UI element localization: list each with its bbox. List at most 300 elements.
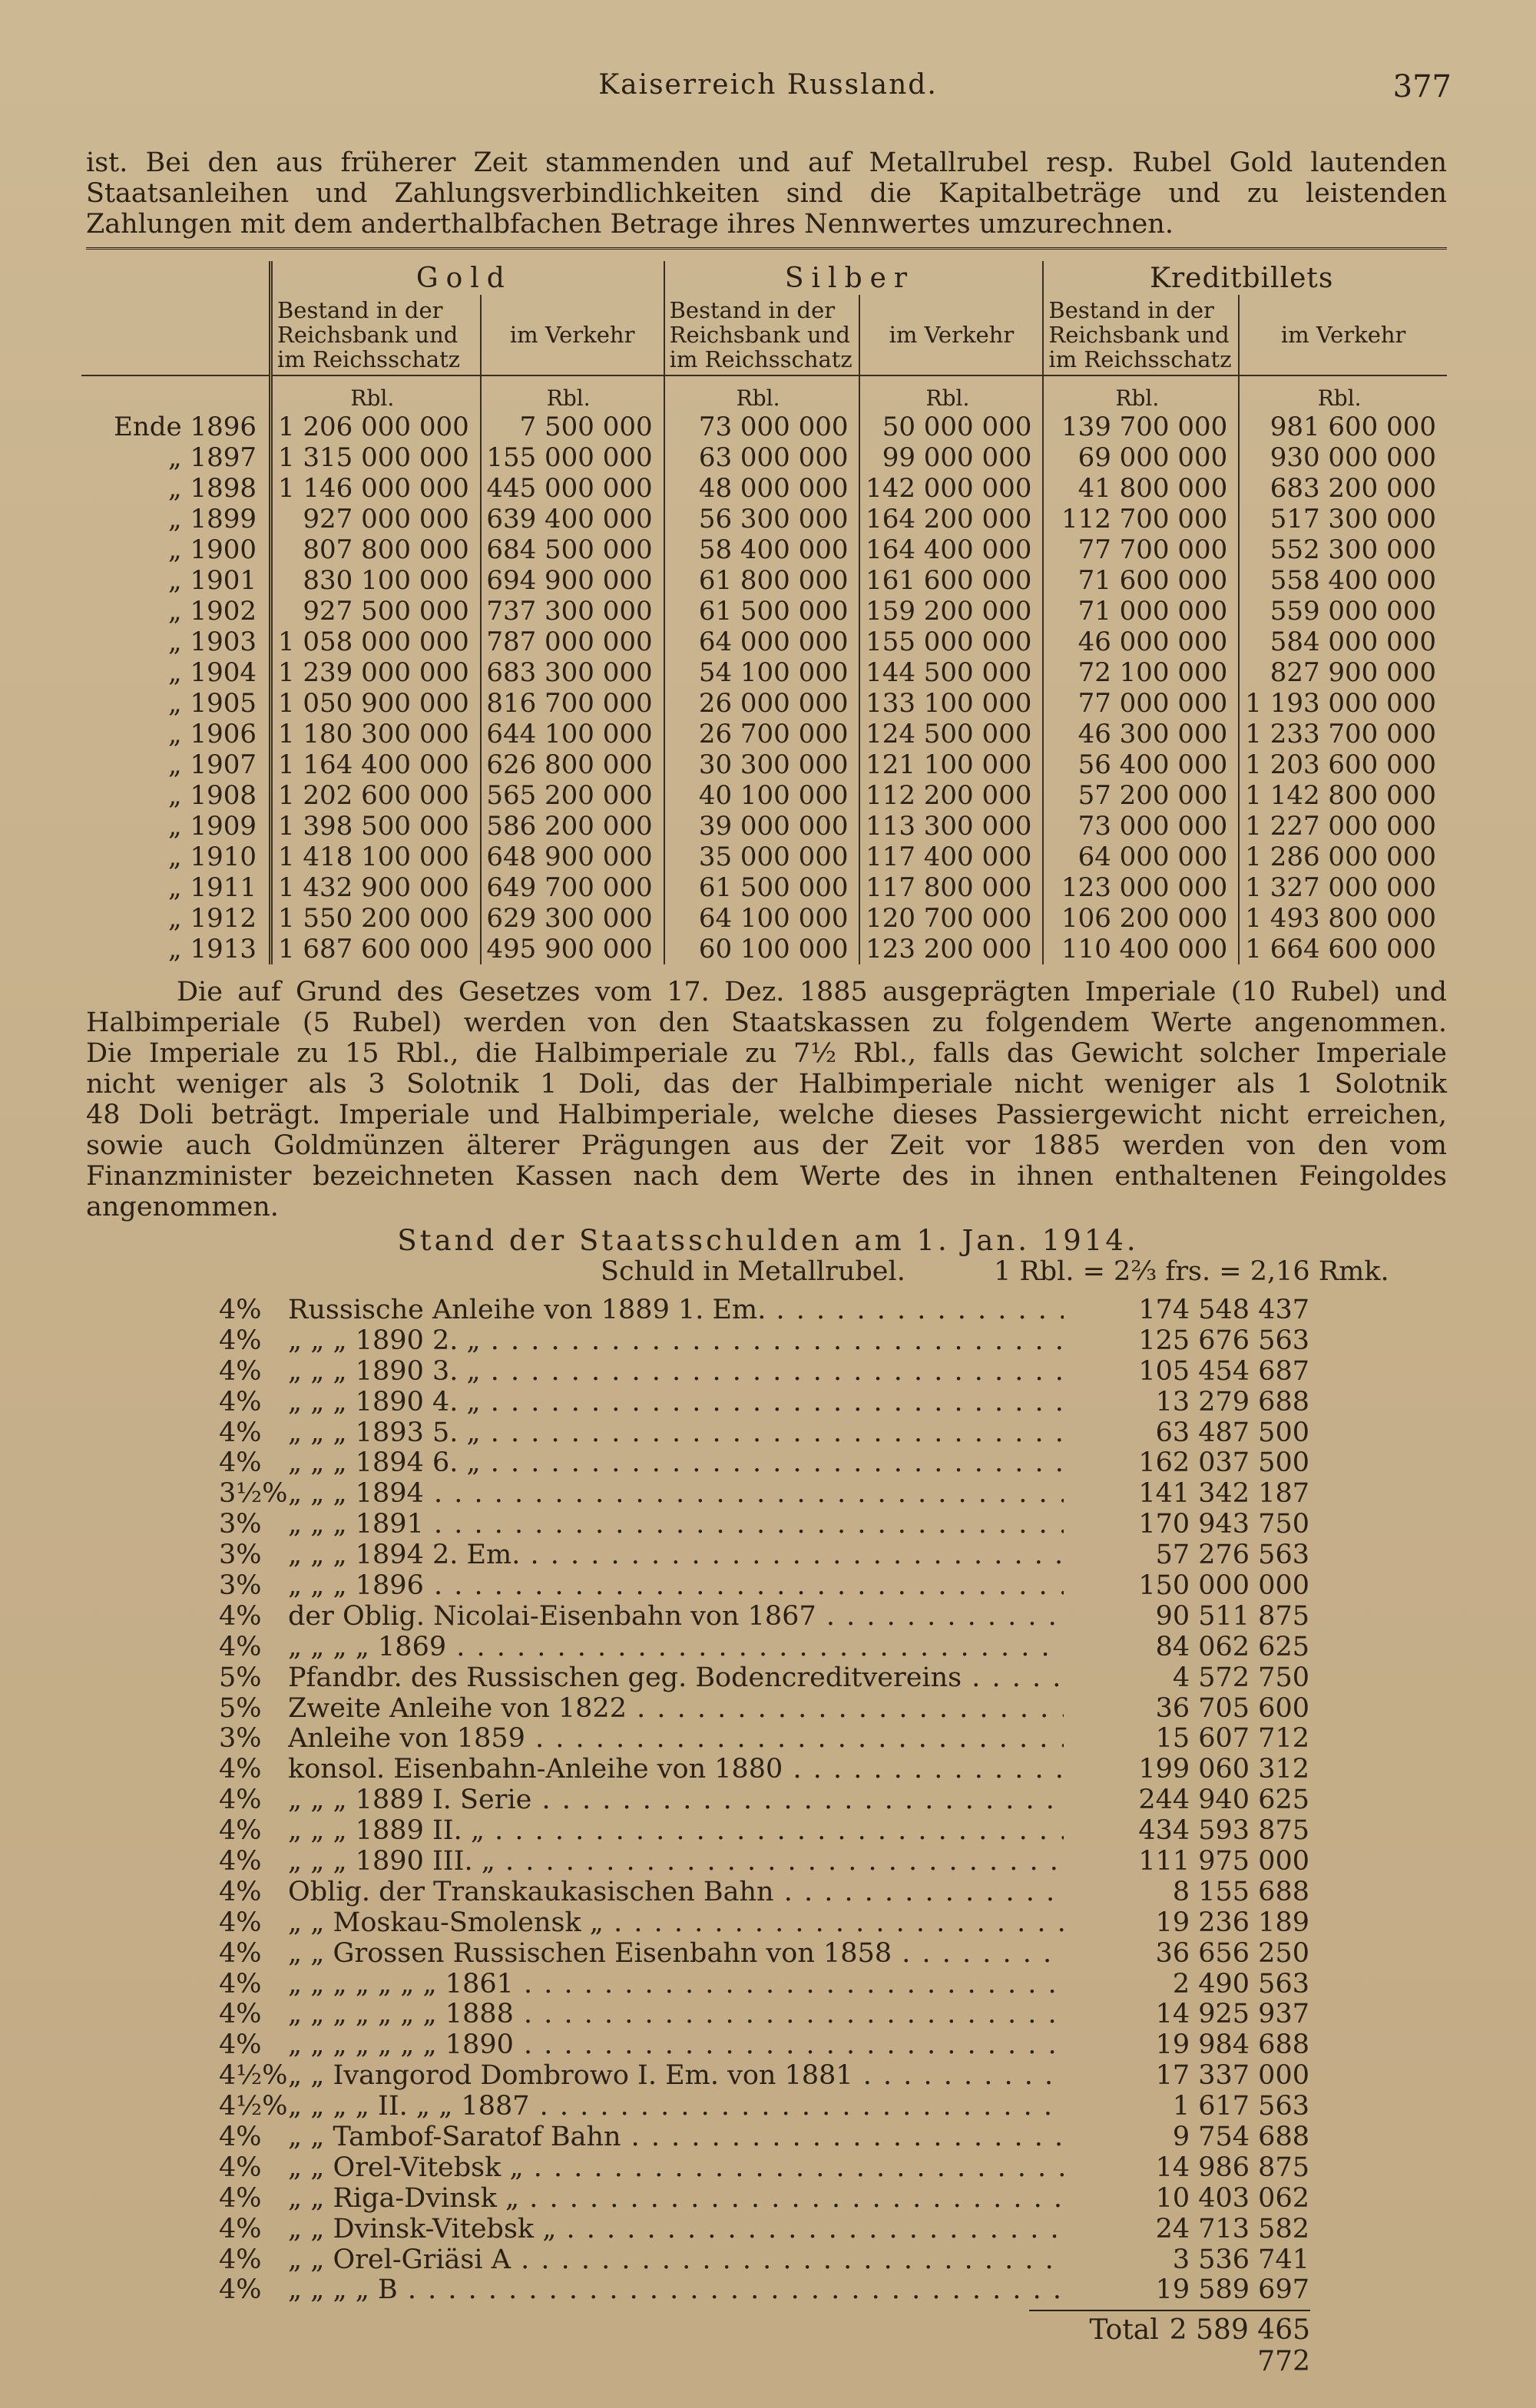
debt-rate: 4%: [219, 1386, 262, 1417]
amount-cell: 1 050 900 000: [271, 688, 481, 719]
debt-row: [219, 2183, 1309, 2214]
debt-rate: 4%: [219, 1845, 262, 1877]
table-row: [81, 780, 1447, 811]
amount-cell: 142 000 000: [859, 473, 1043, 504]
debt-amount: 174 548 437: [1138, 1294, 1309, 1325]
debt-rate: 3%: [219, 1723, 262, 1755]
subheader-line: Bestand in der: [277, 297, 443, 323]
subheader-circulation: im Verkehr: [1239, 295, 1447, 375]
amount-cell: 1 315 000 000: [271, 442, 481, 473]
group-header-gold: Gold: [271, 261, 664, 295]
amount-cell: 159 200 000: [859, 596, 1043, 627]
amount-cell: 73 000 000: [1043, 811, 1239, 842]
debt-row: [219, 2091, 1309, 2122]
amount-cell: 99 000 000: [859, 442, 1043, 473]
amount-cell: 629 300 000: [481, 903, 664, 934]
debt-rate: 3%: [219, 1570, 262, 1601]
amount-cell: 110 400 000: [1043, 934, 1239, 964]
debt-amount: 17 337 000: [1155, 2060, 1309, 2092]
debt-name: „ „ „ 1889 II. „ . . .: [288, 1815, 1064, 1846]
amount-cell: 121 100 000: [859, 749, 1043, 780]
year-cell: „ 1897: [168, 442, 257, 473]
amount-cell: 626 800 000: [481, 749, 664, 780]
text-line: nicht weniger als 3 Solotnik 1 Doli, das der Halbimperiale nicht weniger als 1 Solotnik: [86, 1069, 1447, 1100]
debt-rate: 4%: [219, 2274, 262, 2306]
table-row: [81, 749, 1447, 780]
debt-rate: 4%: [219, 1447, 262, 1479]
unit-label: Rbl.: [664, 375, 860, 412]
debt-name: Anleihe von 1859 . . .: [288, 1723, 1064, 1754]
year-cell: „ 1909: [168, 811, 257, 842]
subheader-line: Bestand in der: [669, 297, 836, 323]
amount-cell: 927 500 000: [271, 596, 481, 627]
debt-rate: 4%: [219, 1907, 262, 1938]
amount-cell: 57 200 000: [1043, 780, 1239, 811]
debt-amount: 125 676 563: [1138, 1325, 1309, 1356]
amount-cell: 517 300 000: [1239, 504, 1447, 534]
year-cell: „ 1904: [168, 657, 257, 688]
text-line: ist. Bei den aus früherer Zeit stammenden und auf Metallrubel resp. Rubel Gold lautenden: [86, 147, 1447, 178]
debt-rate: 4%: [219, 1937, 262, 1969]
debt-rate: 4%: [219, 1968, 262, 2000]
amount-cell: 930 000 000: [1239, 442, 1447, 473]
year-cell: „ 1910: [168, 842, 257, 872]
subheader-circulation: im Verkehr: [859, 295, 1043, 375]
debt-name: „ „ „ „ II. „ „ 1887 . . .: [288, 2091, 1064, 2122]
debt-row: [219, 2244, 1309, 2275]
debt-row: [219, 1325, 1309, 1356]
text-line: Die auf Grund des Gesetzes vom 17. Dez. 1885 ausgeprägten Imperiale (10 Rubel) und: [177, 977, 1447, 1007]
amount-cell: 56 400 000: [1043, 749, 1239, 780]
total-amount: 2 589 465 772: [1169, 2314, 1310, 2377]
debt-rate: 4%: [219, 1600, 262, 1632]
debt-name: „ „ „ „ B . . .: [288, 2274, 1064, 2305]
amount-cell: 1 664 600 000: [1239, 934, 1447, 964]
debt-amount: 8 155 688: [1172, 1876, 1309, 1907]
amount-cell: 63 000 000: [664, 442, 860, 473]
amount-cell: 64 000 000: [1043, 842, 1239, 872]
amount-cell: 73 000 000: [664, 412, 860, 442]
amount-cell: 584 000 000: [1239, 627, 1447, 657]
currency-table: [81, 261, 1447, 964]
debt-amount: 150 000 000: [1138, 1570, 1309, 1601]
debt-row: [219, 1417, 1309, 1448]
debt-name: „ „ „ 1896 . . .: [288, 1570, 1064, 1601]
subheader-reserve: [271, 295, 481, 375]
debt-row: [219, 1907, 1309, 1938]
table-row: [81, 504, 1447, 534]
amount-cell: 927 000 000: [271, 504, 481, 534]
debt-amount: 105 454 687: [1138, 1355, 1309, 1387]
intro-paragraph: [86, 147, 1447, 240]
debt-amount: 19 984 688: [1155, 2029, 1309, 2061]
debt-row: [219, 1999, 1309, 2029]
debt-amount: 13 279 688: [1155, 1386, 1309, 1417]
amount-cell: 1 398 500 000: [271, 811, 481, 842]
debt-name: „ „ „ „ 1869 . . .: [288, 1632, 1064, 1662]
debt-name: „ „ „ 1890 3. „ . . .: [288, 1356, 1064, 1387]
amount-cell: 816 700 000: [481, 688, 664, 719]
amount-cell: 46 300 000: [1043, 719, 1239, 749]
amount-cell: 26 700 000: [664, 719, 860, 749]
debt-amount: 4 572 750: [1172, 1662, 1309, 1693]
debt-rate: 4%: [219, 1631, 262, 1662]
year-cell: „ 1901: [168, 565, 257, 596]
debt-rate: 5%: [219, 1662, 262, 1693]
subheader-line: im Reichsschatz: [669, 346, 852, 372]
debt-rate: 4%: [219, 1294, 262, 1325]
debt-name: Pfandbr. des Russischen geg. Bodencreditvereins . . .: [288, 1662, 1064, 1693]
amount-cell: 106 200 000: [1043, 903, 1239, 934]
debt-name: „ „ Dvinsk-Vitebsk „ . . .: [288, 2214, 1064, 2244]
table-row: [81, 534, 1447, 565]
amount-cell: 1 239 000 000: [271, 657, 481, 688]
amount-cell: 1 327 000 000: [1239, 872, 1447, 903]
debt-name: „ „ „ 1890 4. „ . . .: [288, 1387, 1064, 1417]
amount-cell: 50 000 000: [859, 412, 1043, 442]
year-cell: „ 1898: [168, 473, 257, 504]
amount-cell: 1 233 700 000: [1239, 719, 1447, 749]
debt-amount: 14 925 937: [1155, 1999, 1309, 2030]
table-row: [81, 934, 1447, 964]
amount-cell: 1 206 000 000: [271, 412, 481, 442]
amount-cell: 1 203 600 000: [1239, 749, 1447, 780]
debt-name: „ „ „ „ „ „ „ 1861 . . .: [288, 1969, 1064, 2000]
amount-cell: 39 000 000: [664, 811, 860, 842]
debt-rate: 4%: [219, 2029, 262, 2061]
debt-row: [219, 1815, 1309, 1846]
amount-cell: 648 900 000: [481, 842, 664, 872]
amount-cell: 41 800 000: [1043, 473, 1239, 504]
debt-row: [219, 1969, 1309, 2000]
debt-rate: 4%: [219, 1355, 262, 1387]
debt-amount: 111 975 000: [1138, 1845, 1309, 1877]
amount-cell: 30 300 000: [664, 749, 860, 780]
amount-cell: 807 800 000: [271, 534, 481, 565]
amount-cell: 161 600 000: [859, 565, 1043, 596]
year-cell: „ 1900: [168, 534, 257, 565]
amount-cell: 123 200 000: [859, 934, 1043, 964]
amount-cell: 1 058 000 000: [271, 627, 481, 657]
debt-rate: 4%: [219, 1754, 262, 1785]
amount-cell: 58 400 000: [664, 534, 860, 565]
debt-rate: 4½%: [219, 2060, 288, 2092]
amount-cell: 1 432 900 000: [271, 872, 481, 903]
debt-name: „ „ Orel-Griäsi A . . .: [288, 2244, 1064, 2275]
subheader-reserve: [664, 295, 860, 375]
debt-amount: 9 754 688: [1172, 2122, 1309, 2152]
amount-cell: 1 286 000 000: [1239, 842, 1447, 872]
amount-cell: 117 800 000: [859, 872, 1043, 903]
debt-name: „ „ „ 1890 III. „ . . .: [288, 1846, 1064, 1877]
year-cell: „ 1913: [168, 934, 257, 964]
debt-rate: 4%: [219, 2244, 262, 2275]
debt-row: [219, 1632, 1309, 1662]
amount-cell: 40 100 000: [664, 780, 860, 811]
amount-cell: 495 900 000: [481, 934, 664, 964]
debt-rate: 4%: [219, 2213, 262, 2244]
amount-cell: 112 200 000: [859, 780, 1043, 811]
amount-cell: 558 400 000: [1239, 565, 1447, 596]
debt-amount: 84 062 625: [1155, 1631, 1309, 1662]
amount-cell: 1 142 800 000: [1239, 780, 1447, 811]
amount-cell: 684 500 000: [481, 534, 664, 565]
amount-cell: 26 000 000: [664, 688, 860, 719]
amount-cell: 737 300 000: [481, 596, 664, 627]
debt-row: [219, 2214, 1309, 2244]
text-line: Staatsanleihen und Zahlungsverbindlichkeiten sind die Kapitalbeträge und zu leistenden: [86, 178, 1447, 209]
year-cell: „ 1912: [168, 903, 257, 934]
debt-name: „ „ Ivangorod Dombrowo I. Em. von 1881 . . .: [288, 2060, 1064, 2091]
page-number: 377: [1392, 69, 1452, 104]
amount-cell: 981 600 000: [1239, 412, 1447, 442]
debt-row: [219, 1478, 1309, 1509]
debt-row: [219, 2152, 1309, 2183]
debt-name: „ „ Riga-Dvinsk „ . . .: [288, 2183, 1064, 2214]
amount-cell: 164 200 000: [859, 504, 1043, 534]
amount-cell: 683 200 000: [1239, 473, 1447, 504]
debt-rate: 3%: [219, 1540, 262, 1571]
amount-cell: 72 100 000: [1043, 657, 1239, 688]
imperial-paragraph: [86, 977, 1447, 1222]
debt-rate: 4%: [219, 1815, 262, 1847]
debt-rate: 4%: [219, 2182, 262, 2214]
debt-amount: 63 487 500: [1155, 1417, 1309, 1448]
debt-row: [219, 2029, 1309, 2060]
table-row: [81, 473, 1447, 504]
debt-amount: 3 536 741: [1172, 2244, 1309, 2275]
amount-cell: 61 500 000: [664, 596, 860, 627]
table-row: [81, 903, 1447, 934]
amount-cell: 827 900 000: [1239, 657, 1447, 688]
amount-cell: 113 300 000: [859, 811, 1043, 842]
amount-cell: 164 400 000: [859, 534, 1043, 565]
debt-amount: 244 940 625: [1138, 1784, 1309, 1816]
amount-cell: 1 180 300 000: [271, 719, 481, 749]
amount-cell: 1 202 600 000: [271, 780, 481, 811]
debt-row: [219, 1877, 1309, 1907]
amount-cell: 1 146 000 000: [271, 473, 481, 504]
total-label: Total: [1089, 2314, 1159, 2346]
debt-rate: 5%: [219, 1692, 262, 1724]
debt-amount: 36 705 600: [1155, 1692, 1309, 1724]
debt-name: Zweite Anleihe von 1822 . . .: [288, 1693, 1064, 1724]
debt-name: „ „ Grossen Russischen Eisenbahn von 1858 . . .: [288, 1938, 1064, 1969]
amount-cell: 787 000 000: [481, 627, 664, 657]
unit-label: Rbl.: [1043, 375, 1239, 412]
debt-unit-note: Schuld in Metallrubel.: [601, 1256, 905, 1287]
debt-amount: 57 276 563: [1155, 1540, 1309, 1571]
debt-row: [219, 1387, 1309, 1417]
amount-cell: 644 100 000: [481, 719, 664, 749]
subheader-line: Reichsbank und: [277, 322, 458, 348]
debt-name: „ „ Tambof-Saratof Bahn . . .: [288, 2122, 1064, 2152]
debt-rate: 4%: [219, 1417, 262, 1448]
amount-cell: 35 000 000: [664, 842, 860, 872]
unit-label: Rbl.: [1239, 375, 1447, 412]
amount-cell: 683 300 000: [481, 657, 664, 688]
debt-rate: 3%: [219, 1509, 262, 1540]
debt-name: „ „ „ 1893 5. „ . . .: [288, 1417, 1064, 1448]
table-row: [81, 688, 1447, 719]
subheader-line: im Reichsschatz: [277, 346, 461, 372]
amount-cell: 61 800 000: [664, 565, 860, 596]
table-row: [81, 565, 1447, 596]
amount-cell: 1 550 200 000: [271, 903, 481, 934]
debt-name: „ „ „ 1890 2. „ . . .: [288, 1325, 1064, 1356]
debt-rate: 4½%: [219, 2091, 288, 2122]
text-line: sowie auch Goldmünzen älterer Prägungen aus der Zeit vor 1885 werden von den vom: [86, 1130, 1447, 1161]
debt-amount: 2 490 563: [1172, 1968, 1309, 2000]
subheader-line: Reichsbank und: [669, 322, 850, 348]
amount-cell: 1 493 800 000: [1239, 903, 1447, 934]
running-header: Kaiserreich Russland.: [598, 69, 938, 101]
amount-cell: 830 100 000: [271, 565, 481, 596]
amount-cell: 565 200 000: [481, 780, 664, 811]
amount-cell: 1 193 000 000: [1239, 688, 1447, 719]
debt-row: [219, 1662, 1309, 1693]
year-cell: „ 1907: [168, 749, 257, 780]
text-line: angenommen.: [86, 1192, 279, 1222]
amount-cell: 71 600 000: [1043, 565, 1239, 596]
debt-name: „ „ „ 1894 . . .: [288, 1478, 1064, 1509]
amount-cell: 1 164 400 000: [271, 749, 481, 780]
amount-cell: 1 227 000 000: [1239, 811, 1447, 842]
subheader-line: Reichsbank und: [1048, 322, 1230, 348]
debt-name: „ „ „ „ „ „ „ 1890 . . .: [288, 2029, 1064, 2060]
amount-cell: 120 700 000: [859, 903, 1043, 934]
amount-cell: 54 100 000: [664, 657, 860, 688]
debt-name: „ „ „ 1894 6. „ . . .: [288, 1447, 1064, 1478]
debt-section-title: Stand der Staatsschulden am 1. Jan. 1914.: [397, 1224, 1139, 1257]
amount-cell: 155 000 000: [481, 442, 664, 473]
debt-name: „ „ „ 1891 . . .: [288, 1509, 1064, 1540]
amount-cell: 61 500 000: [664, 872, 860, 903]
table-row: [81, 442, 1447, 473]
table-row: [81, 811, 1447, 842]
debt-amount: 162 037 500: [1138, 1447, 1309, 1479]
amount-cell: 559 000 000: [1239, 596, 1447, 627]
unit-label: Rbl.: [271, 375, 481, 412]
exchange-rate-note: 1 Rbl. = 2⅔ frs. = 2,16 Rmk.: [994, 1256, 1389, 1287]
debt-row: [219, 1570, 1309, 1601]
debt-amount: 90 511 875: [1155, 1600, 1309, 1632]
table-row: [81, 596, 1447, 627]
amount-cell: 56 300 000: [664, 504, 860, 534]
debt-row: [219, 1846, 1309, 1877]
amount-cell: 586 200 000: [481, 811, 664, 842]
debt-row: [219, 2275, 1309, 2306]
amount-cell: 46 000 000: [1043, 627, 1239, 657]
debt-name: der Oblig. Nicolai-Eisenbahn von 1867 . . .: [288, 1601, 1064, 1632]
amount-cell: 64 100 000: [664, 903, 860, 934]
debt-rate: 4%: [219, 2122, 262, 2152]
subheader-line: im Reichsschatz: [1048, 346, 1232, 372]
amount-cell: 7 500 000: [481, 412, 664, 442]
amount-cell: 69 000 000: [1043, 442, 1239, 473]
blank-header: [81, 295, 271, 375]
amount-cell: 144 500 000: [859, 657, 1043, 688]
amount-cell: 64 000 000: [664, 627, 860, 657]
text-line: Zahlungen mit dem anderthalbfachen Betrage ihres Nennwertes umzurechnen.: [86, 209, 1174, 240]
subheader-reserve: [1043, 295, 1239, 375]
table-row: [81, 842, 1447, 872]
group-header-silver: Silber: [664, 261, 1044, 295]
year-cell: „ 1902: [168, 596, 257, 627]
debt-row: [219, 1601, 1309, 1632]
debt-amount: 19 236 189: [1155, 1907, 1309, 1938]
amount-cell: 77 000 000: [1043, 688, 1239, 719]
table-row: [81, 719, 1447, 749]
year-column-header: [81, 261, 271, 295]
debt-row: [219, 1784, 1309, 1815]
debt-name: Russische Anleihe von 1889 1. Em. . . .: [288, 1295, 1064, 1325]
debt-name: „ „ Moskau-Smolensk „ . . .: [288, 1907, 1064, 1938]
debt-rate: 4%: [219, 1325, 262, 1356]
unit-label: Rbl.: [859, 375, 1043, 412]
amount-cell: 139 700 000: [1043, 412, 1239, 442]
debt-row: [219, 1723, 1309, 1754]
debt-amount: 199 060 312: [1138, 1754, 1309, 1785]
text-line: Halbimperiale (5 Rubel) werden von den Staatskassen zu folgendem Werte angenommen.: [86, 1007, 1447, 1038]
debt-row: [219, 1754, 1309, 1784]
amount-cell: 1 418 100 000: [271, 842, 481, 872]
text-line: 48 Doli beträgt. Imperiale und Halbimperiale, welche dieses Passiergewicht nicht erreichen,: [86, 1100, 1447, 1130]
debt-rate: 4%: [219, 1876, 262, 1907]
debt-amount: 10 403 062: [1155, 2182, 1309, 2214]
debt-amount: 170 943 750: [1138, 1509, 1309, 1540]
amount-cell: 694 900 000: [481, 565, 664, 596]
debt-name: „ „ Orel-Vitebsk „ . . .: [288, 2152, 1064, 2183]
unit-label: Rbl.: [481, 375, 664, 412]
debt-rate: 4%: [219, 1999, 262, 2030]
debt-rate: 4%: [219, 1784, 262, 1816]
subheader-line: Bestand in der: [1048, 297, 1214, 323]
debt-rate: 4%: [219, 2152, 262, 2183]
amount-cell: 77 700 000: [1043, 534, 1239, 565]
text-line: Finanzminister bezeichneten Kassen nach dem Werte des in ihnen enthaltenen Feingoldes: [86, 1161, 1447, 1192]
amount-cell: 124 500 000: [859, 719, 1043, 749]
debt-name: konsol. Eisenbahn-Anleihe von 1880 . . .: [288, 1754, 1064, 1784]
amount-cell: 445 000 000: [481, 473, 664, 504]
debt-row: [219, 1938, 1309, 1969]
table-top-rule: [86, 247, 1447, 250]
amount-cell: 71 000 000: [1043, 596, 1239, 627]
amount-cell: 155 000 000: [859, 627, 1043, 657]
debt-row: [219, 1356, 1309, 1387]
year-cell: „ 1911: [168, 872, 257, 903]
amount-cell: 112 700 000: [1043, 504, 1239, 534]
amount-cell: 123 000 000: [1043, 872, 1239, 903]
debt-rate: 3½%: [219, 1478, 288, 1510]
debt-row: [219, 1540, 1309, 1570]
amount-cell: 48 000 000: [664, 473, 860, 504]
debt-row: [219, 1295, 1309, 1325]
debt-amount: 434 593 875: [1138, 1815, 1309, 1847]
table-row: [81, 627, 1447, 657]
table-row: [81, 657, 1447, 688]
debt-amount: 24 713 582: [1155, 2213, 1309, 2244]
debt-amount: 14 986 875: [1155, 2152, 1309, 2183]
debt-row: [219, 1693, 1309, 1724]
amount-cell: 649 700 000: [481, 872, 664, 903]
debt-name: „ „ „ 1889 I. Serie . . .: [288, 1784, 1064, 1815]
year-cell: Ende 1896: [114, 412, 257, 442]
debt-amount: 15 607 712: [1155, 1723, 1309, 1755]
debt-amount: 36 656 250: [1155, 1937, 1309, 1969]
year-cell: „ 1906: [168, 719, 257, 749]
debt-row: [219, 1447, 1309, 1478]
